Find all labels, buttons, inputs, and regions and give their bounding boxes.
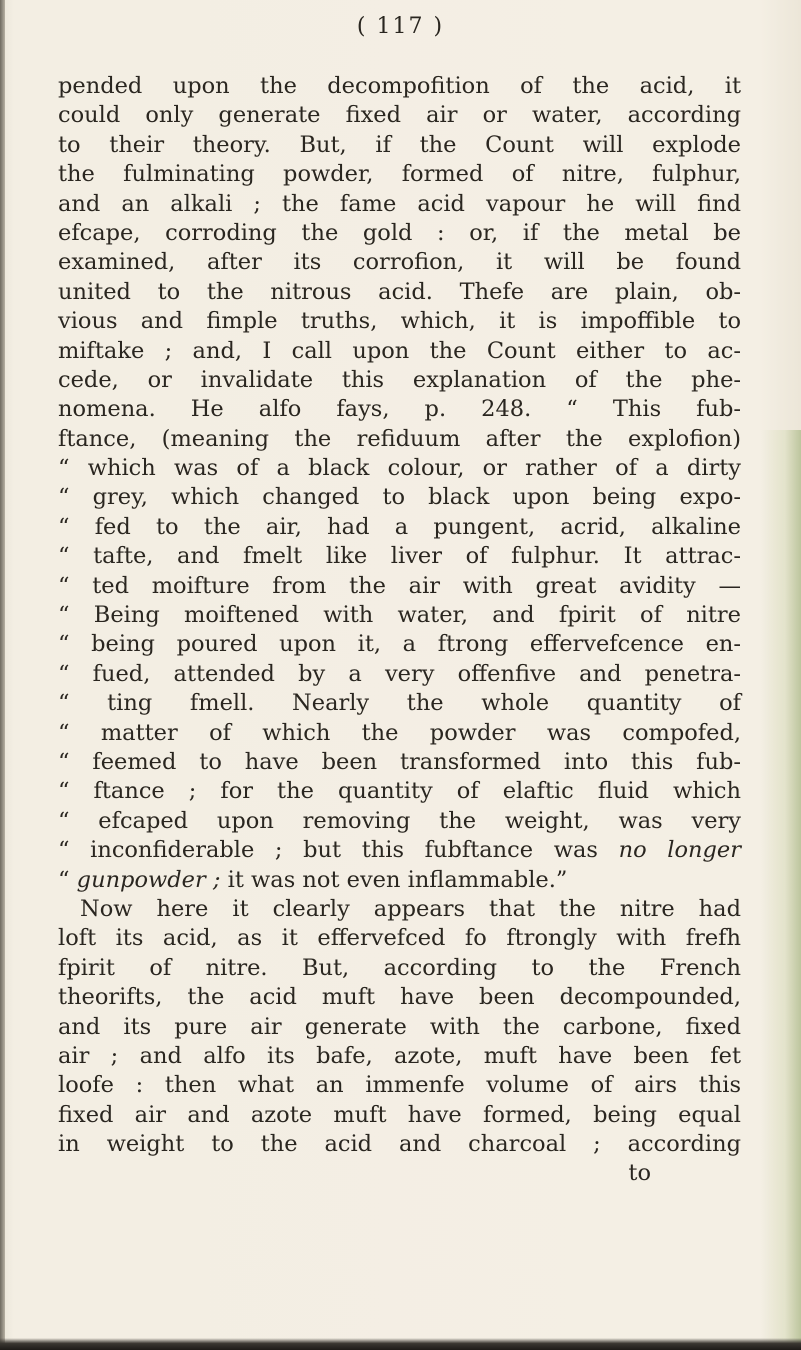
- text-line: to their theory. But, if the Count will explode: [58, 131, 741, 158]
- text-line: united to the nitrous acid. Thefe are plain, ob-: [58, 278, 741, 305]
- text-line: and an alkali ; the fame acid vapour he will find: [58, 190, 741, 217]
- text-line: “ grey, which changed to black upon being expo-: [58, 484, 741, 511]
- text-line: Now here it clearly appears that the nitre had: [80, 895, 741, 922]
- text-line: theorifts, the acid muft have been decompounded,: [58, 984, 741, 1011]
- text-line: fixed air and azote muft have formed, being equal: [58, 1101, 741, 1128]
- text-line: fpirit of nitre. But, according to the French: [58, 954, 741, 981]
- text-line: loofe : then what an immenfe volume of airs this: [58, 1072, 741, 1099]
- catchword: to: [628, 1160, 651, 1187]
- page-bottom-edge: [0, 1338, 801, 1350]
- text-line: “ Being moiftened with water, and fpirit of nitre: [58, 602, 741, 629]
- text-span: “ inconfiderable ; but this fubftance was: [58, 837, 598, 864]
- text-line: “ fued, attended by a very offenfive and penetra-: [58, 660, 741, 687]
- text-line: “ efcaped upon removing the weight, was very: [58, 807, 741, 834]
- text-line: “ being poured upon it, a ftrong effervefcence en-: [58, 631, 741, 658]
- italic-span: no longer: [618, 837, 741, 864]
- text-line: “ ted moifture from the air with great avidity —: [58, 572, 741, 599]
- text-line: ftance, (meaning the refiduum after the explofion): [58, 425, 741, 452]
- text-line: cede, or invalidate this explanation of the phe-: [58, 366, 741, 393]
- text-line: vious and fimple truths, which, it is impoffible to: [58, 308, 741, 335]
- body-text: [58, 72, 741, 1189]
- text-line: in weight to the acid and charcoal ; according: [58, 1131, 741, 1158]
- text-line: “ ting fmell. Nearly the whole quantity of: [58, 690, 741, 717]
- text-line: “ ftance ; for the quantity of elaftic fluid which: [58, 778, 741, 805]
- page-stain: [761, 430, 801, 1350]
- text-line: “ feemed to have been transformed into this fub-: [58, 748, 741, 775]
- text-line: “ matter of which the powder was compofed,: [58, 719, 741, 746]
- text-line: “ which was of a black colour, or rather of a dirty: [58, 455, 741, 482]
- text-line: pended upon the decompofition of the acid, it: [58, 73, 741, 99]
- text-line: air ; and alfo its bafe, azote, muft have been fet: [58, 1042, 741, 1069]
- text-line: loft its acid, as it effervefced fo ftrongly with frefh: [58, 925, 741, 952]
- text-line-with-italic: [58, 836, 741, 865]
- text-line: nomena. He alfo fays, p. 248. “ This fub-: [58, 396, 741, 423]
- text-line: “ tafte, and fmelt like liver of fulphur. It attrac-: [58, 543, 741, 570]
- italic-span: gunpowder ;: [76, 866, 221, 893]
- page-number-header: ( 117 ): [356, 14, 445, 39]
- text-span: it was not even inflammable.”: [227, 866, 568, 893]
- text-line: could only generate fixed air or water, according: [58, 102, 741, 129]
- quote-mark: “: [58, 866, 70, 893]
- text-line: miftake ; and, I call upon the Count either to ac-: [58, 337, 741, 364]
- text-line: and its pure air generate with the carbone, fixed: [58, 1013, 741, 1040]
- text-line: examined, after its corrofion, it will be found: [58, 249, 741, 276]
- text-line: “ fed to the air, had a pungent, acrid, alkaline: [58, 513, 741, 540]
- text-line: efcape, corroding the gold : or, if the metal be: [58, 219, 741, 246]
- text-line: the fulminating powder, formed of nitre, fulphur,: [58, 161, 741, 188]
- page-binding-edge: [0, 0, 5, 1350]
- text-line-with-italic: [58, 866, 741, 895]
